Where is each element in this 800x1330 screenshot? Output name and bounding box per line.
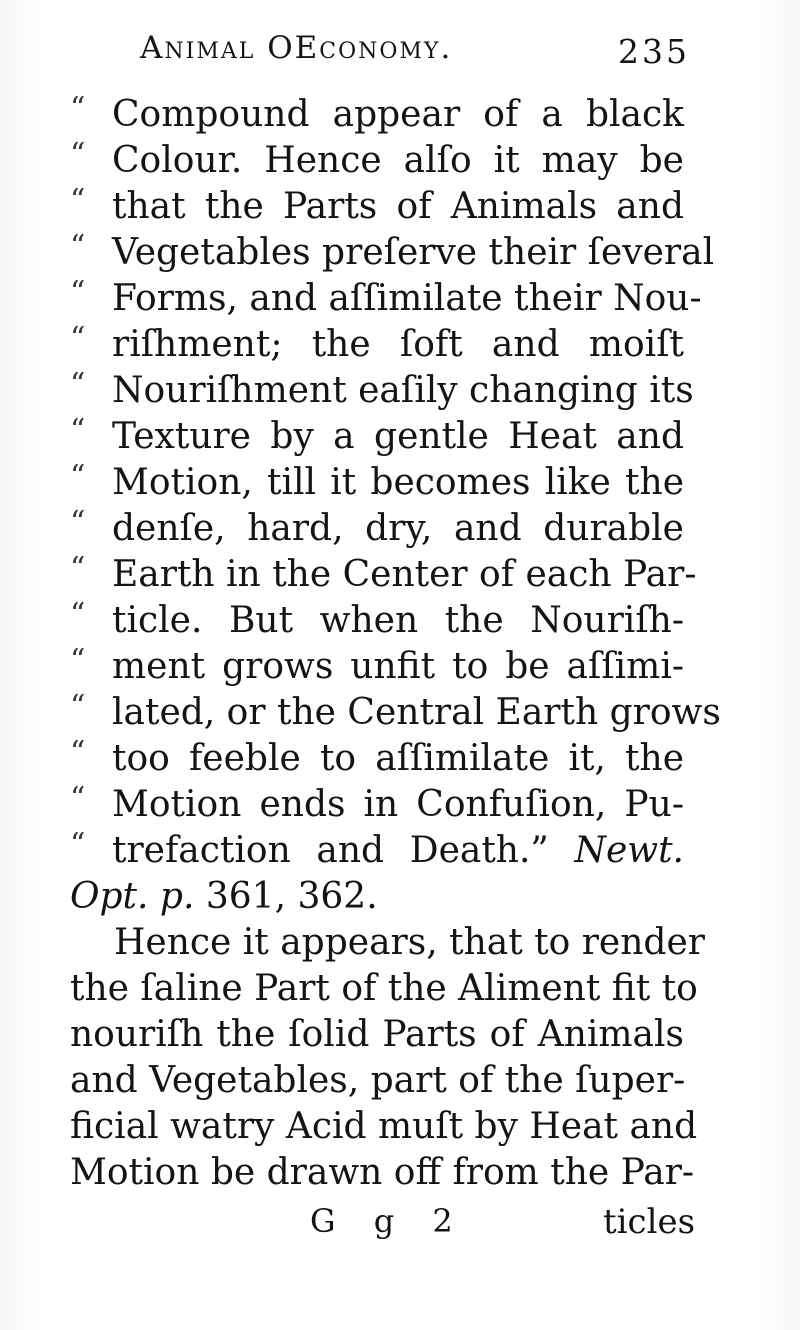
catchword: ticles <box>603 1202 696 1242</box>
quoted-line <box>70 736 710 782</box>
quote-mark: “ <box>70 275 86 310</box>
line-text: lated, or the Central Earth grows <box>112 692 721 733</box>
quoted-line <box>70 644 710 690</box>
line-text: Texture by a gentle Heat and <box>112 416 684 457</box>
line-text: nouriſh the ſolid Parts of Animals <box>70 1014 684 1055</box>
quoted-line <box>70 92 710 138</box>
line-text: too feeble to aſſimilate it, the <box>112 738 684 779</box>
line-text <box>70 874 378 920</box>
line-text: Motion ends in Confuſion, Pu- <box>112 784 684 825</box>
citation-author: Newt. <box>574 830 684 871</box>
line-text: Motion be drawn off from the Par- <box>70 1152 695 1193</box>
paragraph-line <box>70 1012 710 1058</box>
body-text <box>70 91 721 1196</box>
quote-mark: “ <box>70 551 86 586</box>
line-text: ficial watry Acid muſt by Heat and <box>70 1106 698 1147</box>
line-text: and Vegetables, part of the ſuper- <box>70 1060 686 1101</box>
quoted-line <box>70 552 710 598</box>
quoted-line <box>70 506 710 552</box>
quote-mark: “ <box>70 689 86 724</box>
quoted-line <box>70 322 710 368</box>
quote-mark: “ <box>70 597 86 632</box>
citation-line <box>70 874 710 920</box>
quoted-line-last <box>70 828 710 874</box>
paragraph-line <box>70 966 710 1012</box>
line-text: riſhment; the ſoft and moiſt <box>112 324 684 365</box>
quote-mark: “ <box>70 643 86 678</box>
line-text: Hence it appears, that to render <box>114 922 705 963</box>
line-text: the ſaline Part of the Aliment fit to <box>70 968 698 1009</box>
line-text: Earth in the Center of each Par- <box>112 554 697 595</box>
paragraph-line <box>70 1058 710 1104</box>
quoted-line <box>70 689 721 736</box>
line-text: that the Parts of Animals and <box>112 186 684 227</box>
quoted-line <box>70 782 710 828</box>
line-text <box>112 828 684 874</box>
quote-mark: “ <box>70 505 86 540</box>
signature-mark: G g 2 <box>310 1202 467 1240</box>
quote-mark: “ <box>70 735 86 770</box>
quote-mark: “ <box>70 229 86 264</box>
line-text: ticle. But when the Nouriſh- <box>112 600 684 641</box>
page-footer <box>0 1194 800 1244</box>
quoted-line <box>70 276 710 322</box>
paragraph-line <box>70 920 710 966</box>
quote-end-text: trefaction and Death.” <box>112 830 549 871</box>
paragraph-line <box>70 1150 710 1196</box>
line-text: ment grows unfit to be aſſimi- <box>112 646 684 687</box>
quoted-line <box>70 460 710 506</box>
line-text: Vegetables preſerve their ſeveral <box>112 232 715 273</box>
quoted-line <box>70 598 710 644</box>
quote-mark: “ <box>70 827 86 862</box>
running-head: Animal OEconomy. <box>140 30 453 66</box>
quote-mark: “ <box>70 781 86 816</box>
quoted-line <box>70 229 715 276</box>
quoted-line <box>70 414 710 460</box>
quoted-line <box>70 368 710 414</box>
quoted-line <box>70 138 710 184</box>
line-text: Colour. Hence alſo it may be <box>112 140 684 181</box>
citation-page-numbers: 361, 362. <box>205 876 378 917</box>
line-text: denſe, hard, dry, and durable <box>112 508 684 549</box>
line-text: Nouriſhment eaſily changing its <box>112 370 694 411</box>
page-header <box>140 30 700 80</box>
paragraph-line <box>70 1104 710 1150</box>
quote-mark: “ <box>70 413 86 448</box>
quoted-line <box>70 184 710 230</box>
quote-mark: “ <box>70 459 86 494</box>
quote-mark: “ <box>70 137 86 172</box>
quote-mark: “ <box>70 367 86 402</box>
citation-page-abbrev: p. <box>159 876 195 917</box>
quote-mark: “ <box>70 91 86 126</box>
line-text: Compound appear of a black <box>112 94 684 135</box>
page-number: 235 <box>618 32 690 71</box>
quote-mark: “ <box>70 321 86 356</box>
line-text: Motion, till it becomes like the <box>112 462 684 503</box>
line-text: Forms, and aſſimilate their Nou- <box>112 278 702 319</box>
citation-ref: Opt. <box>70 876 149 917</box>
quote-mark: “ <box>70 183 86 218</box>
